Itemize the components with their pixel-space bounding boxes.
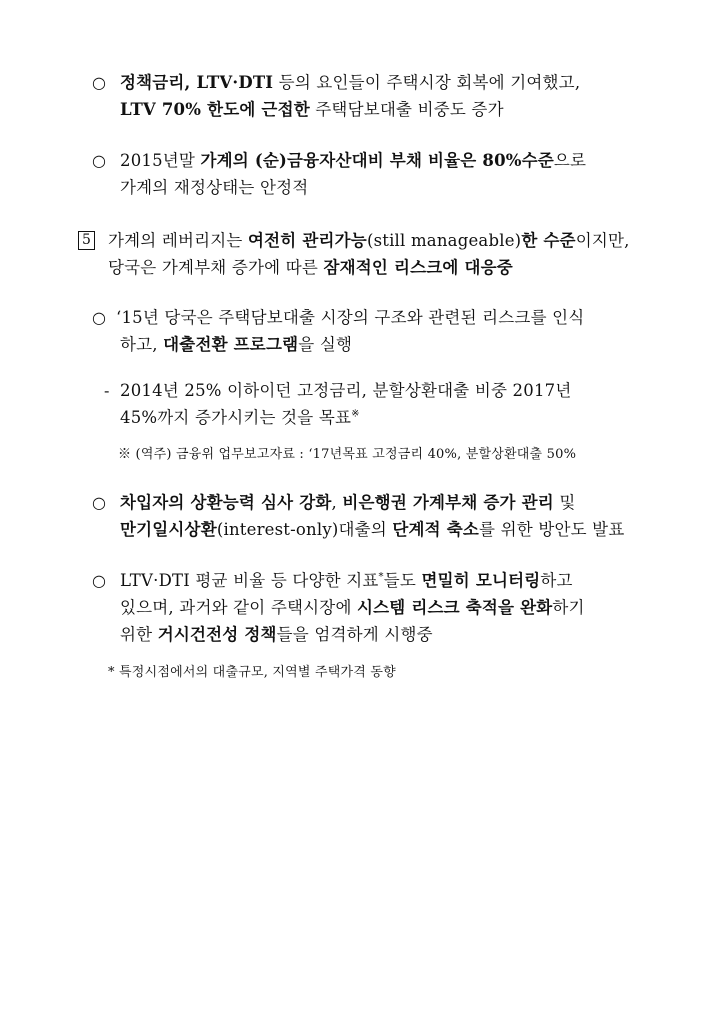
text-run: (interest-only)대출의 — [216, 520, 393, 539]
text-run: 이지만, — [575, 231, 630, 250]
note-mark: * — [108, 665, 115, 680]
reference-mark: ※ — [351, 408, 360, 420]
bullet-circle-icon: ○ — [92, 73, 106, 92]
bold-text: 비은행권 가계부채 증가 관리 — [342, 493, 554, 512]
p1-line2 — [120, 99, 504, 121]
text-run: 를 위한 방안도 발표 — [479, 520, 625, 539]
p7-line3 — [120, 624, 433, 646]
text-run: , — [331, 493, 343, 512]
p2-line1 — [120, 150, 586, 172]
note-text: (역주) 금융위 업무보고자료 : ‘17년목표 고정금리 40%, 분할상환대출 50% — [135, 447, 577, 462]
reference-mark: * — [378, 571, 384, 583]
bold-text: 정책금리, LTV·DTI — [120, 73, 274, 92]
text-run: 을 실행 — [298, 335, 353, 354]
text-run: 2014년 25% 이하이던 고정금리, 분할상환대출 비중 2017년 — [120, 381, 572, 400]
footnote-1 — [118, 444, 576, 466]
p3-line2 — [108, 257, 513, 279]
text-run: 주택담보대출 비중도 증가 — [309, 100, 504, 119]
note-mark: ※ — [118, 447, 132, 462]
bold-text: 면밀히 모니터링 — [421, 571, 541, 590]
bold-text: 잠재적인 리스크에 대응중 — [323, 258, 513, 277]
text-run: (still manageable) — [366, 231, 522, 250]
bullet-circle-icon: ○ — [92, 308, 106, 327]
bold-text: 한 수준 — [521, 231, 576, 250]
p2-line2 — [120, 177, 308, 199]
footnote-2 — [108, 662, 396, 684]
p5-line2-text: 45%까지 증가시키는 것을 목표 — [120, 408, 352, 427]
p7-line1-b — [384, 571, 573, 590]
section-number-box: 5 — [78, 231, 95, 250]
bullet-circle-icon: ○ — [92, 493, 106, 512]
bullet-circle-icon: ○ — [92, 571, 106, 590]
p4-line1 — [116, 307, 584, 329]
bold-text: 여전히 관리가능 — [248, 231, 367, 250]
text-run: 위한 — [120, 625, 158, 644]
text-run: ‘15년 당국은 주택담보대출 시장의 구조와 관련된 리스크를 인식 — [116, 308, 585, 327]
text-run: 하고 — [540, 571, 573, 590]
text-run: 등의 요인들이 주택시장 회복에 기여했고, — [273, 73, 581, 92]
text-run: 당국은 가계부채 증가에 따른 — [108, 258, 324, 277]
text-run: 들도 — [383, 571, 422, 590]
bold-text: 거시건전성 정책 — [157, 625, 277, 644]
bold-text: 차입자의 상환능력 심사 강화 — [120, 493, 332, 512]
bold-text: 대출전환 프로그램 — [163, 335, 299, 354]
text-run: 가계의 재정상태는 안정적 — [120, 178, 309, 197]
bold-text: 만기일시상환 — [120, 520, 217, 539]
p7-line1-a: LTV·DTI 평균 비율 등 다양한 지표 — [120, 571, 379, 590]
text-run: 있으며, 과거와 같이 주택시장에 — [120, 598, 358, 617]
p6-line1 — [120, 492, 576, 514]
p6-line2 — [120, 519, 624, 541]
bold-text: LTV 70% 한도에 근접한 — [120, 100, 310, 119]
text-run: 들을 엄격하게 시행중 — [276, 625, 433, 644]
p5-line1 — [120, 380, 571, 402]
text-run: 가계의 레버리지는 — [108, 231, 249, 250]
bold-text: 가계의 (순)금융자산대비 부채 비율은 80%수준 — [200, 151, 554, 170]
text-run: 하기 — [552, 598, 585, 617]
bold-text: 시스템 리스크 축적을 완화 — [357, 598, 553, 617]
dash-marker: - — [104, 381, 110, 400]
p3-line1 — [108, 230, 630, 252]
p1-line1 — [120, 72, 580, 94]
text-run: 및 — [553, 493, 576, 512]
text-run: 으로 — [553, 151, 587, 170]
p5-line2 — [120, 407, 360, 429]
text-run: 2015년말 — [120, 151, 201, 170]
bold-text: 단계적 축소 — [392, 520, 480, 539]
text-run: 하고, — [120, 335, 164, 354]
note-text: 특정시점에서의 대출규모, 지역별 주택가격 동향 — [119, 665, 396, 680]
p4-line2 — [120, 334, 352, 356]
p7-line2 — [120, 597, 585, 619]
p7-line1 — [120, 570, 573, 592]
bullet-circle-icon: ○ — [92, 151, 106, 170]
